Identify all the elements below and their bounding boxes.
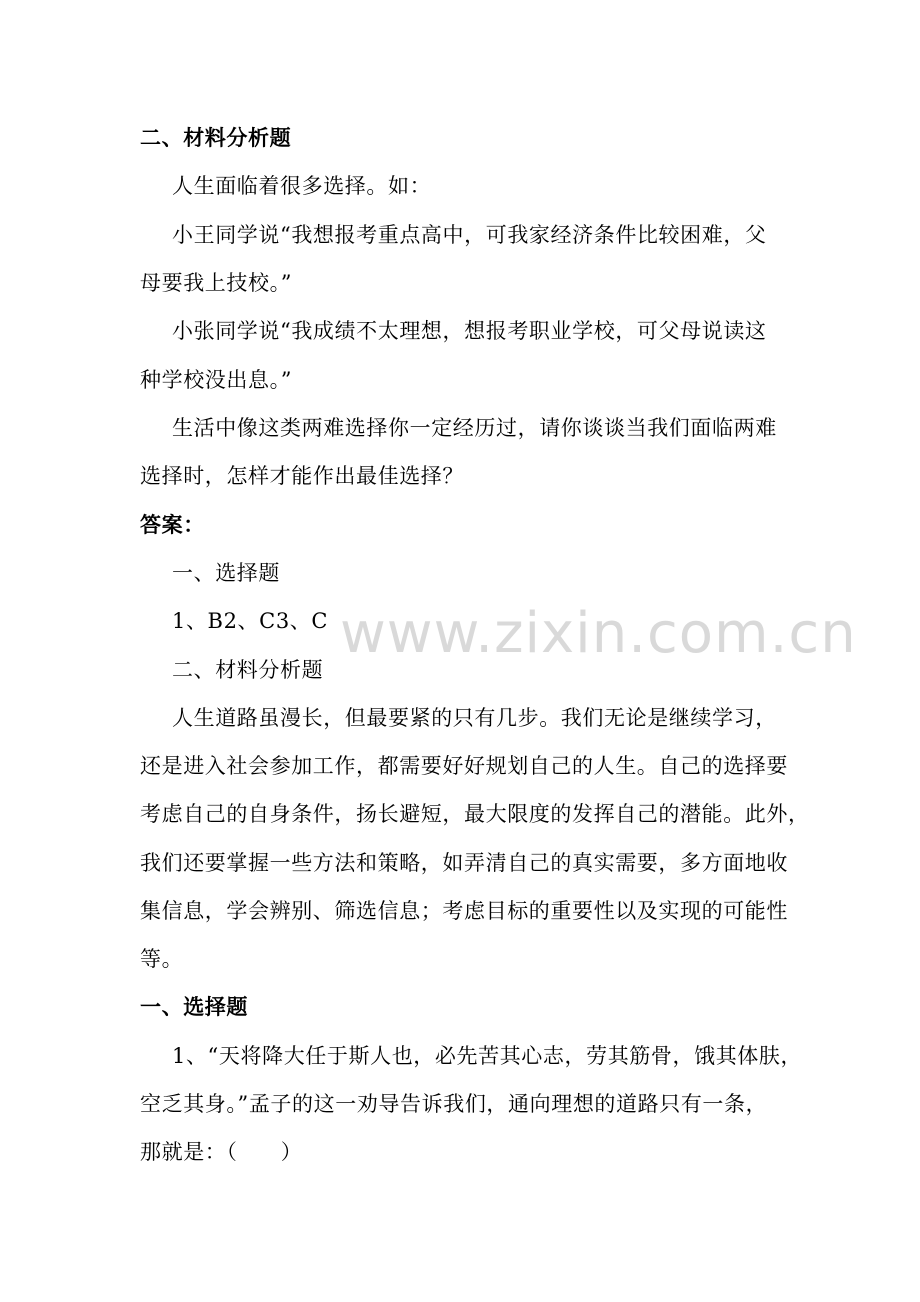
paragraph-intro: 人生面临着很多选择。如： <box>172 174 432 198</box>
answer-line-6: 等。 <box>140 947 184 971</box>
answers-heading: 答案： <box>140 512 205 537</box>
paragraph-zhang-line-2: 种学校没出息。” <box>140 368 293 392</box>
paragraph-question-line-2: 选择时，怎样才能作出最佳选择？ <box>140 464 464 488</box>
paragraph-wang-line-1: 小王同学说“我想报考重点高中，可我家经济条件比较困难，父 <box>172 223 767 247</box>
answer-line-1: 人生道路虽漫长，但最要紧的只有几步。我们无论是继续学习， <box>172 706 777 730</box>
paragraph-zhang-line-1: 小张同学说“我成绩不太理想，想报考职业学校，可父母说读这 <box>172 319 767 343</box>
watermark: www.zixin.com.cn <box>340 601 857 666</box>
answers-analysis-heading: 二、材料分析题 <box>172 658 324 682</box>
answer-line-2: 还是进入社会参加工作，都需要好好规划自己的人生。自己的选择要 <box>140 754 788 778</box>
answer-line-3: 考虑自己的自身条件，扬长避短，最大限度的发挥自己的潜能。此外， <box>140 802 810 826</box>
section-heading-material-analysis: 二、材料分析题 <box>140 125 292 150</box>
question-1-line-2: 空乏其身。”孟子的这一劝导告诉我们，通向理想的道路只有一条， <box>140 1092 768 1116</box>
answers-choice-values: 1、B2、C3、C <box>172 609 329 633</box>
paragraph-wang-line-2: 母要我上技校。” <box>140 271 293 295</box>
question-1-line-1: 1、“天将降大任于斯人也，必先苦其心志，劳其筋骨，饿其体肤， <box>172 1044 803 1068</box>
question-1-line-3: 那就是：（ ） <box>140 1140 303 1164</box>
paragraph-question-line-1: 生活中像这类两难选择你一定经历过，请你谈谈当我们面临两难 <box>172 416 777 440</box>
answers-choice-heading: 一、选择题 <box>172 561 280 585</box>
answer-line-4: 我们还要掌握一些方法和策略，如弄清自己的真实需要，多方面地收 <box>140 851 788 875</box>
section-heading-multiple-choice: 一、选择题 <box>140 994 248 1019</box>
answer-line-5: 集信息，学会辨别、筛选信息；考虑目标的重要性以及实现的可能性 <box>140 899 788 923</box>
